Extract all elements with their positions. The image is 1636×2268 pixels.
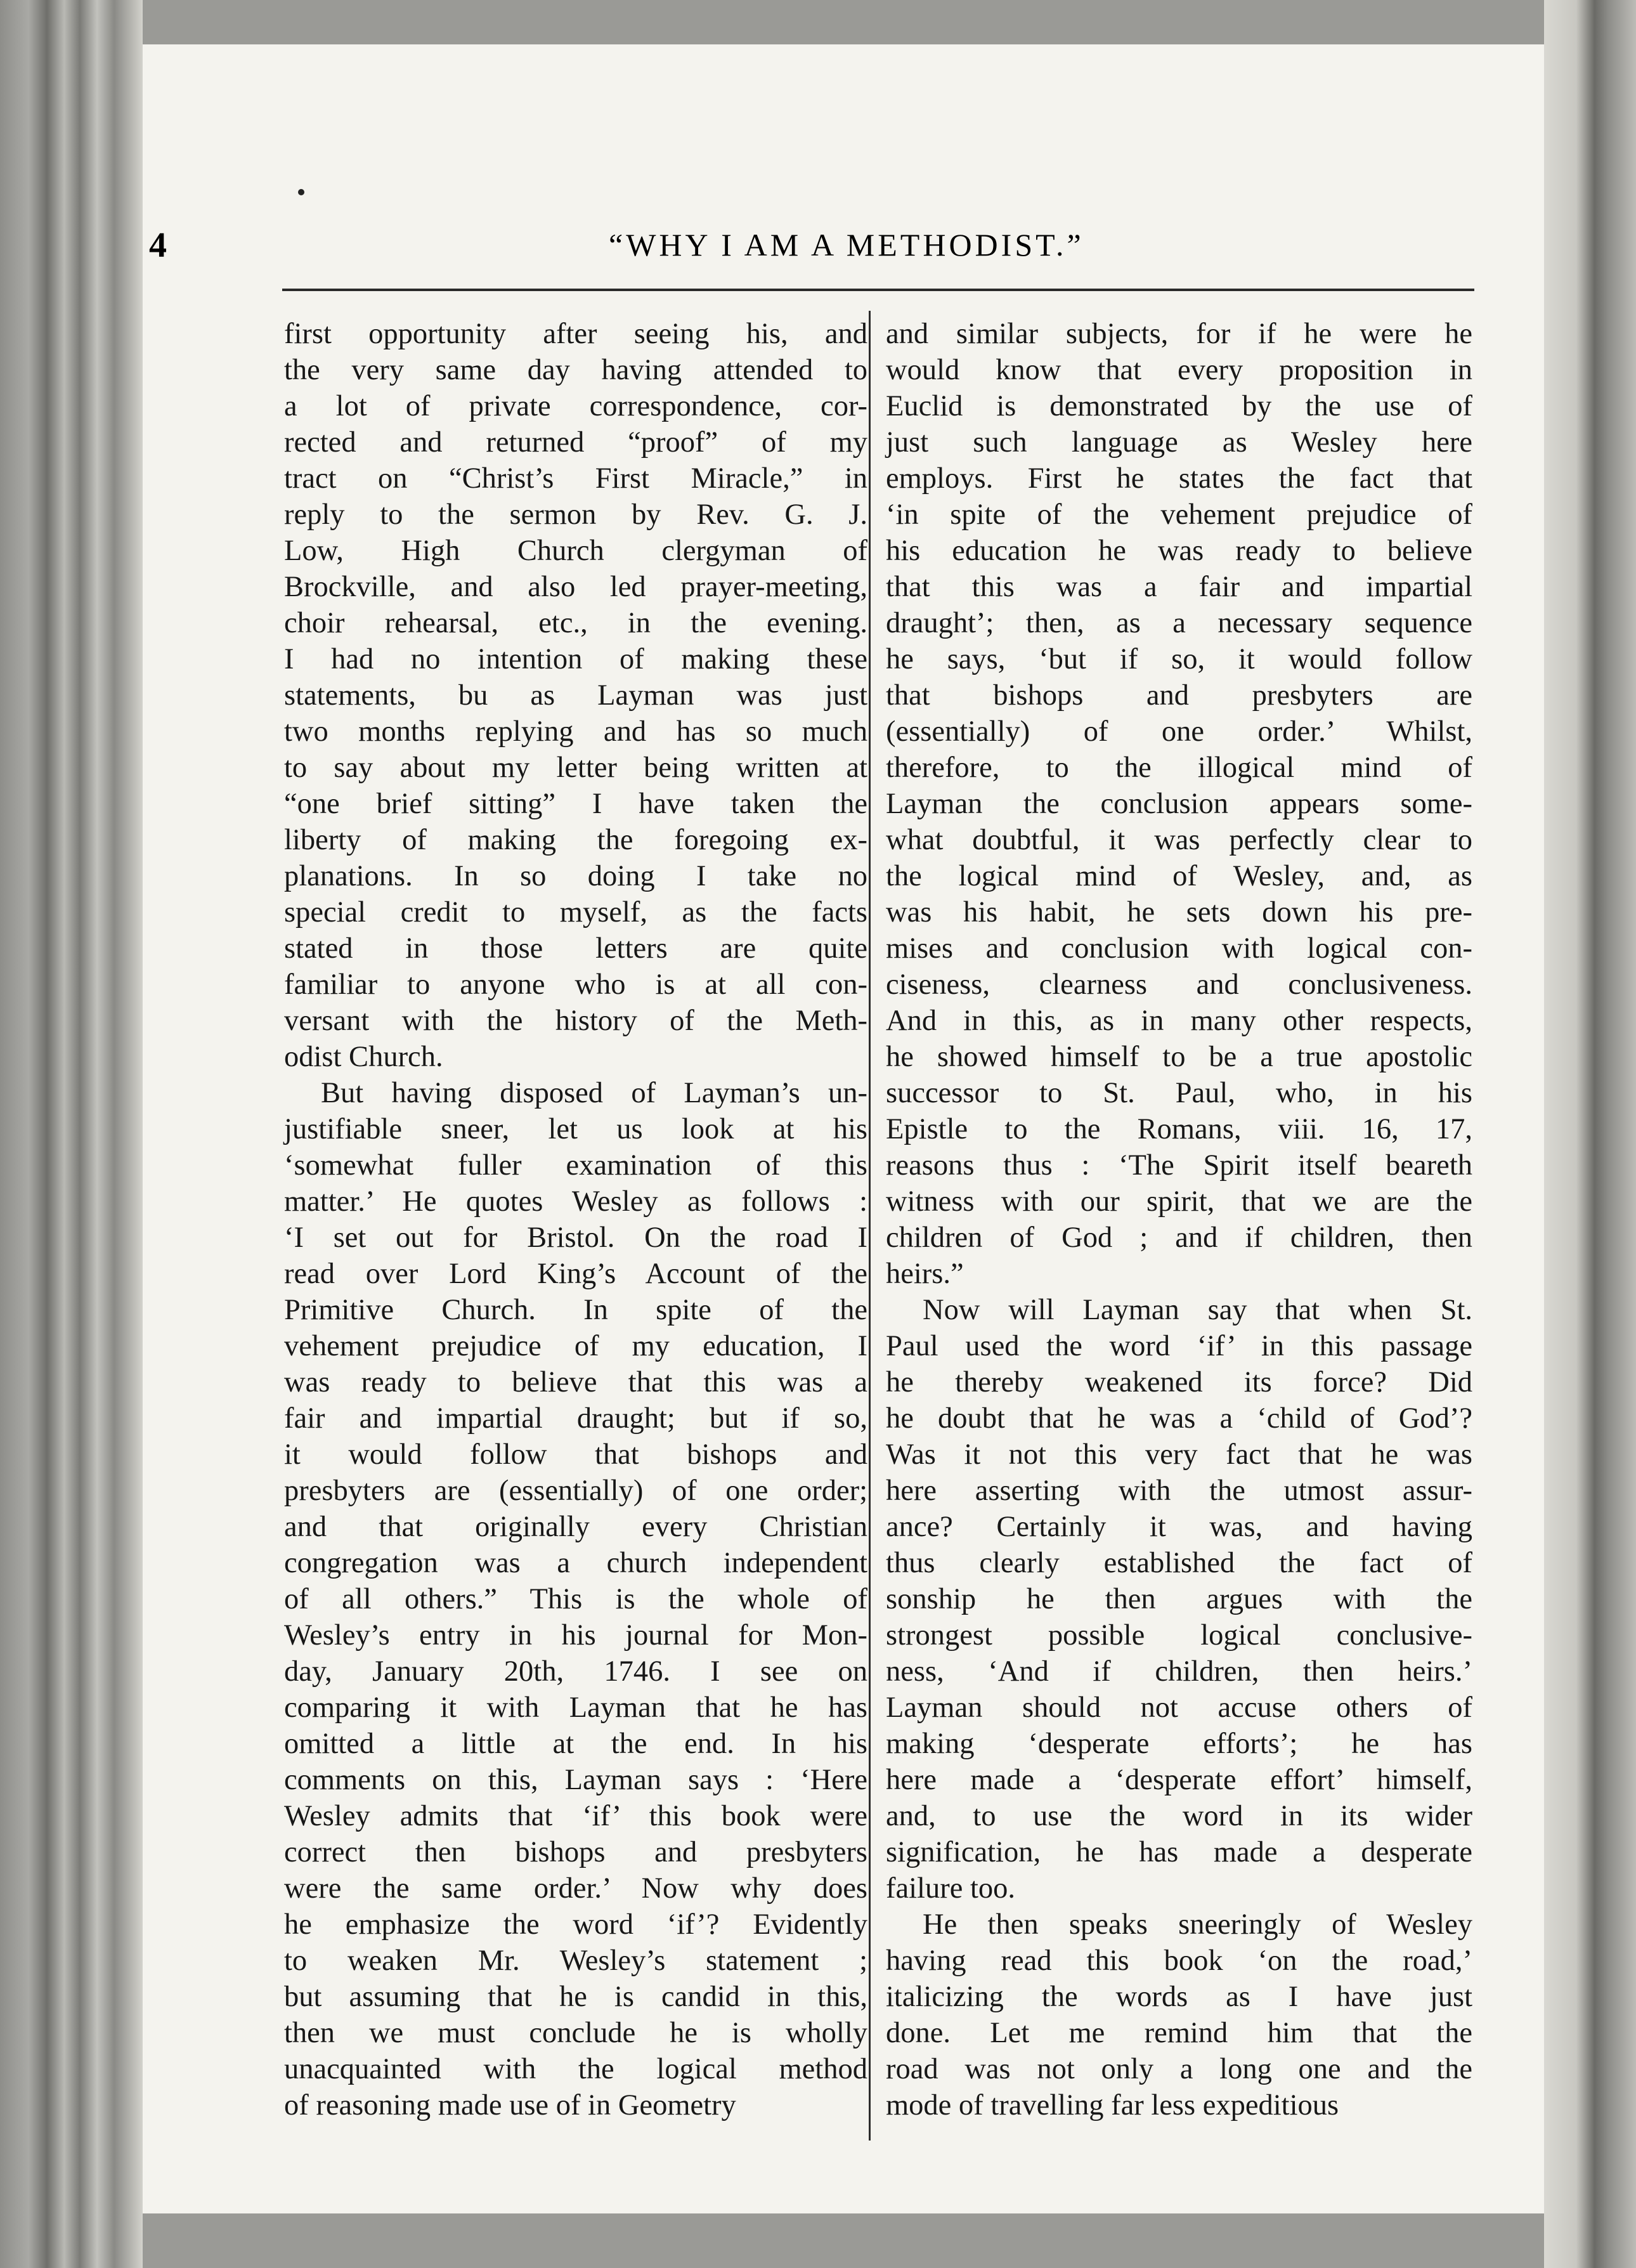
text-line: was his habit, he sets down his pre- (886, 896, 1472, 929)
text-line: presbyters are (essentially) of one order; (284, 1475, 867, 1507)
text-line: familiar to anyone who is at all con- (284, 968, 867, 1001)
text-line: I had no intention of making these (284, 643, 867, 675)
text-line: congregation was a church independent (284, 1547, 867, 1579)
text-line: first opportunity after seeing his, and (284, 318, 867, 350)
text-line: reply to the sermon by Rev. G. J. (284, 499, 867, 531)
text-line: omitted a little at the end. In his (284, 1728, 867, 1760)
text-line: Now will Layman say that when St. (923, 1294, 1472, 1326)
text-line: the very same day having attended to (284, 354, 867, 386)
text-line: italicizing the words as I have just (886, 1981, 1472, 2013)
text-line: heirs.” (886, 1258, 964, 1290)
text-line: fair and impartial draught; but if so, (284, 1402, 867, 1435)
text-line: employs. First he states the fact that (886, 462, 1472, 495)
text-line: was ready to believe that this was a (284, 1366, 867, 1398)
text-line: He then speaks sneeringly of Wesley (923, 1908, 1472, 1941)
text-line: it would follow that bishops and (284, 1438, 867, 1471)
text-line: to say about my letter being written at (284, 752, 867, 784)
text-line: draught’; then, as a necessary sequence (886, 607, 1472, 639)
text-line: done. Let me remind him that the (886, 2017, 1472, 2049)
text-line: (essentially) of one order.’ Whilst, (886, 715, 1472, 748)
text-line: making ‘desperate efforts’; he has (886, 1728, 1472, 1760)
text-line: what doubtful, it was perfectly clear to (886, 824, 1472, 856)
text-line: comments on this, Layman says : ‘Here (284, 1764, 867, 1796)
text-line: “one brief sitting” I have taken the (284, 788, 867, 820)
text-line: unacquainted with the logical method (284, 2053, 867, 2085)
text-line: successor to St. Paul, who, in his (886, 1077, 1472, 1109)
text-line: choir rehearsal, etc., in the evening. (284, 607, 867, 639)
column-divider (869, 311, 871, 2141)
page-edge-stack (0, 0, 143, 2268)
text-line: therefore, to the illogical mind of (886, 752, 1472, 784)
text-line: ‘I set out for Bristol. On the road I (284, 1222, 867, 1254)
text-line: odist Church. (284, 1041, 443, 1073)
text-line: And in this, as in many other respects, (886, 1005, 1472, 1037)
text-line: that bishops and presbyters are (886, 679, 1472, 712)
text-line: that this was a fair and impartial (886, 571, 1472, 603)
text-line: Layman should not accuse others of (886, 1691, 1472, 1724)
text-line: ness, ‘And if children, then heirs.’ (886, 1655, 1472, 1688)
text-line: ‘somewhat fuller examination of this (284, 1149, 867, 1182)
text-line: vehement prejudice of my education, I (284, 1330, 867, 1362)
text-line: ‘in spite of the vehement prejudice of (886, 499, 1472, 531)
text-line: were the same order.’ Now why does (284, 1872, 867, 1905)
text-line: he emphasize the word ‘if’? Evidently (284, 1908, 867, 1941)
text-line: just such language as Wesley here (886, 426, 1472, 459)
text-line: to weaken Mr. Wesley’s statement ; (284, 1945, 867, 1977)
text-line: justifiable sneer, let us look at his (284, 1113, 867, 1145)
text-line: a lot of private correspondence, cor- (284, 390, 867, 422)
text-line: he says, ‘but if so, it would follow (886, 643, 1472, 675)
text-line: he showed himself to be a true apostolic (886, 1041, 1472, 1073)
text-line: tract on “Christ’s First Miracle,” in (284, 462, 867, 495)
running-title: “WHY I AM A METHODIST.” (609, 227, 1084, 263)
text-line: witness with our spirit, that we are the (886, 1185, 1472, 1218)
text-line: Paul used the word ‘if’ in this passage (886, 1330, 1472, 1362)
text-line: But having disposed of Layman’s un- (321, 1077, 867, 1109)
text-line: would know that every proposition in (886, 354, 1472, 386)
text-line: he doubt that he was a ‘child of God’? (886, 1402, 1472, 1435)
text-line: his education he was ready to believe (886, 535, 1472, 567)
text-line: and similar subjects, for if he were he (886, 318, 1472, 350)
text-column-right (886, 316, 1472, 2123)
text-line: Low, High Church clergyman of (284, 535, 867, 567)
text-line: strongest possible logical conclusive- (886, 1619, 1472, 1652)
text-line: signification, he has made a desperate (886, 1836, 1472, 1868)
text-line: Layman the conclusion appears some- (886, 788, 1472, 820)
text-line: statements, bu as Layman was just (284, 679, 867, 712)
page-number: 4 (149, 226, 167, 265)
text-line: reasons thus : ‘The Spirit itself beareth (886, 1149, 1472, 1182)
text-line: Euclid is demonstrated by the use of (886, 390, 1472, 422)
text-line: matter.’ He quotes Wesley as follows : (284, 1185, 867, 1218)
text-line: Brockville, and also led prayer-meeting, (284, 571, 867, 603)
text-line: correct then bishops and presbyters (284, 1836, 867, 1868)
text-line: here made a ‘desperate effort’ himself, (886, 1764, 1472, 1796)
text-line: Primitive Church. In spite of the (284, 1294, 867, 1326)
text-line: the logical mind of Wesley, and, as (886, 860, 1472, 892)
text-column-left (284, 316, 867, 2123)
text-line: special credit to myself, as the facts (284, 896, 867, 929)
text-line: Was it not this very fact that he was (886, 1438, 1472, 1471)
text-line: two months replying and has so much (284, 715, 867, 748)
text-line: comparing it with Layman that he has (284, 1691, 867, 1724)
ink-speck (298, 189, 304, 195)
text-line: then we must conclude he is wholly (284, 2017, 867, 2049)
text-line: here asserting with the utmost assur- (886, 1475, 1472, 1507)
text-line: having read this book ‘on the road,’ (886, 1945, 1472, 1977)
text-line: children of God ; and if children, then (886, 1222, 1472, 1254)
text-line: liberty of making the foregoing ex- (284, 824, 867, 856)
text-line: versant with the history of the Meth- (284, 1005, 867, 1037)
text-line: Wesley admits that ‘if’ this book were (284, 1800, 867, 1832)
text-line: Wesley’s entry in his journal for Mon- (284, 1619, 867, 1652)
book-gutter (1544, 0, 1636, 2268)
text-line: ciseness, clearness and conclusiveness. (886, 968, 1472, 1001)
text-line: mode of travelling far less expeditious (886, 2089, 1339, 2121)
text-line: rected and returned “proof” of my (284, 426, 867, 459)
text-line: thus clearly established the fact of (886, 1547, 1472, 1579)
text-line: of reasoning made use of in Geometry (284, 2089, 736, 2121)
text-line: but assuming that he is candid in this, (284, 1981, 867, 2013)
text-line: day, January 20th, 1746. I see on (284, 1655, 867, 1688)
text-line: ance? Certainly it was, and having (886, 1511, 1472, 1543)
text-line: road was not only a long one and the (886, 2053, 1472, 2085)
text-line: read over Lord King’s Account of the (284, 1258, 867, 1290)
header-rule (282, 289, 1474, 291)
text-line: of all others.” This is the whole of (284, 1583, 867, 1615)
text-line: stated in those letters are quite (284, 932, 867, 965)
text-line: failure too. (886, 1872, 1016, 1905)
text-line: and that originally every Christian (284, 1511, 867, 1543)
text-line: mises and conclusion with logical con- (886, 932, 1472, 965)
text-line: he thereby weakened its force? Did (886, 1366, 1472, 1398)
text-line: Epistle to the Romans, viii. 16, 17, (886, 1113, 1472, 1145)
text-line: planations. In so doing I take no (284, 860, 867, 892)
text-line: sonship he then argues with the (886, 1583, 1472, 1615)
text-line: and, to use the word in its wider (886, 1800, 1472, 1832)
